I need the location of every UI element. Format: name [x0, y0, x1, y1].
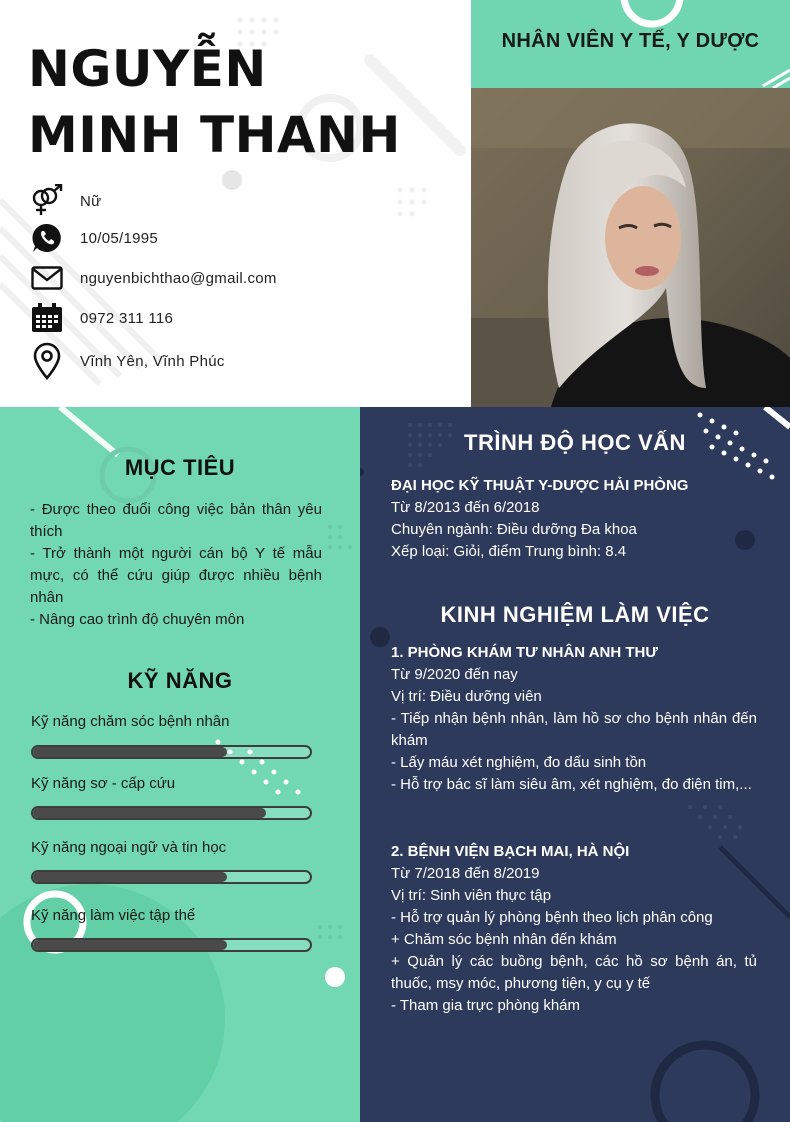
education-school: ĐẠI HỌC KỸ THUẬT Y-DƯỢC HẢI PHÒNG — [391, 477, 689, 494]
job-title: NHÂN VIÊN Y TẾ, Y DƯỢC — [501, 30, 760, 52]
job-2-period: Từ 7/2018 đến 8/2019 — [391, 865, 540, 882]
job-1-duty-1: - Tiếp nhận bệnh nhân, làm hồ sơ cho bệnh nhân đến khám — [391, 710, 757, 749]
mail-icon — [30, 261, 64, 295]
address-value: Vĩnh Yên, Vĩnh Phúc — [80, 352, 225, 370]
skill-label-2: Kỹ năng sơ - cấp cứu — [31, 775, 176, 792]
profile-photo — [471, 88, 790, 407]
skill-label-1: Kỹ năng chăm sóc bệnh nhân — [31, 713, 230, 730]
contact-phone — [30, 301, 173, 335]
job-2-duty-1: - Hỗ trợ quản lý phòng bệnh theo lịch phân công — [391, 909, 713, 926]
experience-title: KINH NGHIỆM LÀM VIỆC — [440, 602, 710, 627]
gender-icon — [30, 184, 64, 218]
job-1-position: Vị trí: Điều dưỡng viên — [391, 688, 542, 705]
skill-bar-fill — [33, 808, 266, 818]
job-2-duty-4: - Tham gia trực phòng khám — [391, 997, 581, 1014]
contact-gender — [30, 184, 101, 218]
job-1-duty-2: - Lấy máu xét nghiệm, đo dấu sinh tồn — [391, 754, 647, 771]
whatsapp-icon — [30, 221, 64, 255]
gender-value: Nữ — [80, 192, 102, 210]
education-grade: Xếp loại: Giỏi, điểm Trung bình: 8.4 — [391, 543, 627, 560]
job-2-position: Vị trí: Sinh viên thực tập — [391, 887, 552, 904]
email-value: nguyenbichthao@gmail.com — [80, 269, 277, 287]
skill-bar-4 — [31, 938, 312, 952]
skills-title: KỸ NĂNG — [127, 668, 233, 693]
job-1-heading: 1. PHÒNG KHÁM TƯ NHÂN ANH THƯ — [391, 644, 658, 661]
calendar-icon — [30, 301, 64, 335]
skill-label-3: Kỹ năng ngoại ngữ và tin học — [31, 839, 227, 856]
contact-email — [30, 261, 277, 295]
skill-bar-1 — [31, 745, 312, 759]
phone-value: 0972 311 116 — [80, 309, 174, 327]
contact-address — [30, 344, 225, 378]
objective-line-2: - Trở thành một người cán bộ Y tế mẫu mực, có thể cứu giúp được nhiều bệnh nhân — [30, 545, 322, 606]
objective-line-3: - Nâng cao trình độ chuyên môn — [30, 611, 245, 628]
skill-bar-2 — [31, 806, 312, 820]
objective-title: MỤC TIÊU — [124, 455, 236, 480]
job-2-duty-3: + Quản lý các buồng bệnh, các hồ sơ bệnh án, tủ thuốc, msy móc, phương tiện, y cụ y tế — [391, 953, 757, 992]
job-2-heading: 2. BỆNH VIỆN BẠCH MAI, HÀ NỘI — [391, 843, 630, 860]
job-1-duty-3: - Hỗ trợ bác sĩ làm siêu âm, xét nghiệm, đo điện tim,... — [391, 776, 752, 793]
name-line-1: NGUYỄN — [28, 40, 267, 98]
skill-bar-3 — [31, 870, 312, 884]
skill-bar-fill — [33, 872, 227, 882]
skill-bar-fill — [33, 940, 227, 950]
objective-line-1: - Được theo đuổi công việc bản thân yêu thích — [30, 501, 322, 540]
location-pin-icon — [30, 344, 64, 378]
skill-label-4: Kỹ năng làm việc tập thể — [31, 907, 196, 924]
education-title: TRÌNH ĐỘ HỌC VẤN — [464, 430, 686, 455]
skill-bar-fill — [33, 747, 227, 757]
name-line-2: MINH THANH — [28, 106, 401, 164]
job-1-period: Từ 9/2020 đến nay — [391, 666, 518, 683]
contact-birthday — [30, 221, 158, 255]
education-major: Chuyên ngành: Điều dưỡng Đa khoa — [391, 521, 637, 538]
job-2-duty-2: + Chăm sóc bệnh nhân đến khám — [391, 931, 617, 948]
birthday-value: 10/05/1995 — [80, 229, 159, 247]
education-period: Từ 8/2013 đến 6/2018 — [391, 499, 540, 516]
